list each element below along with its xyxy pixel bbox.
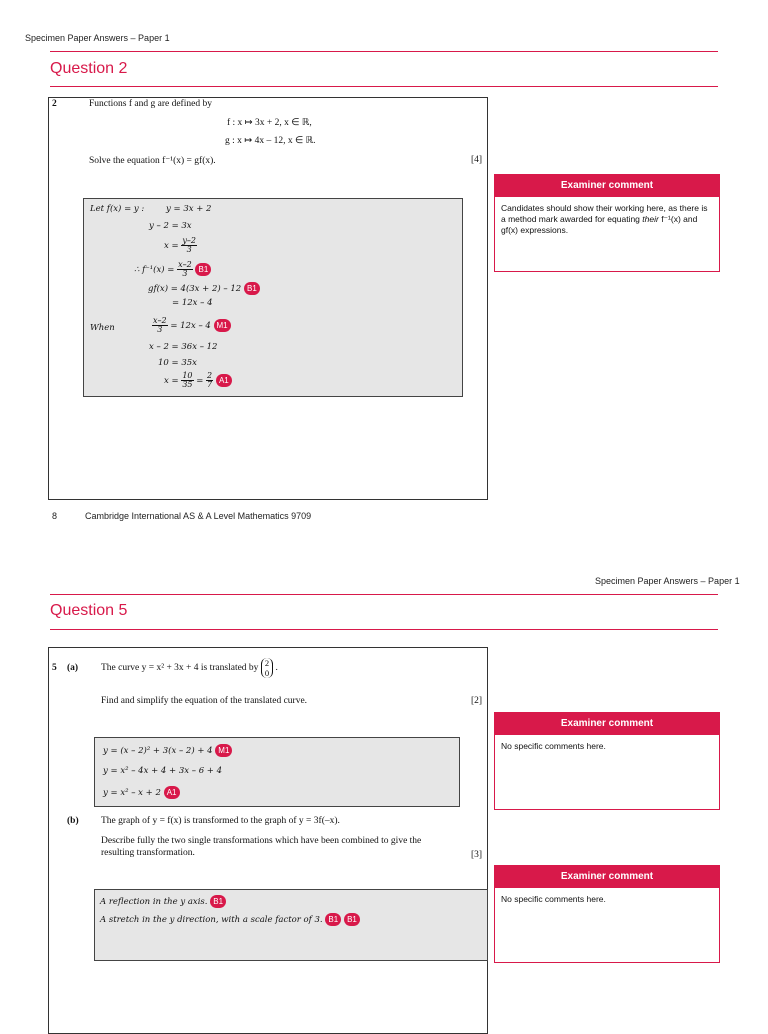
work-line: y = x² – 4x + 4 + 3x – 6 + 4 [103, 766, 223, 776]
question-intro: Functions f and g are defined by [89, 99, 212, 109]
title-rule [50, 86, 718, 87]
question-title: Question 2 [50, 60, 128, 77]
page-header: Specimen Paper Answers – Paper 1 [25, 33, 170, 43]
examiner-comment [494, 174, 720, 272]
question-marks: [4] [471, 155, 483, 165]
part-a-marks: [2] [471, 696, 483, 706]
mark-badge: M1 [214, 319, 231, 332]
work-line: 10 = 35x [158, 358, 197, 368]
work-line: ∴ f⁻¹(x) = $\frac{x-2}{3}$ B1 [134, 261, 211, 278]
f-definition: f : x ↦ 3x + 2, x ∈ ℝ, [227, 118, 312, 128]
work-line: A reflection in the y axis. B1 [100, 895, 226, 908]
examiner-comment [494, 865, 720, 963]
part-label: (a) [67, 663, 79, 673]
question-box [48, 97, 488, 500]
mark-badge: A1 [216, 374, 232, 387]
mark-badge: B1 [210, 895, 226, 908]
work-line: y = (x – 2)² + 3(x – 2) + 4 M1 [103, 744, 232, 757]
question-title: Question 5 [50, 602, 128, 619]
work-line: = 12x – 4 [172, 298, 213, 308]
work-line: A stretch in the y direction, with a scale factor of 3. B1 B1 [100, 913, 360, 926]
part-b-describe: Describe fully the two single transformations which have been combined to give the resulting transformation. [101, 836, 422, 858]
answer-working [83, 198, 463, 397]
question-box [48, 647, 488, 1034]
work-line: y = 3x + 2 [166, 204, 212, 214]
title-rule [50, 629, 718, 630]
examiner-comment-heading: Examiner comment [495, 713, 719, 735]
part-label: (b) [67, 816, 79, 826]
page-header: Specimen Paper Answers – Paper 1 [595, 576, 740, 586]
examiner-comment-text: No specific comments here. [501, 894, 606, 904]
mark-badge: B1 [195, 263, 211, 276]
translation-vector: 2 0 [261, 658, 273, 678]
mark-badge: A1 [164, 786, 180, 799]
work-line: y – 2 = 3x [149, 221, 192, 231]
footer-text: Cambridge International AS & A Level Mathematics 9709 [85, 511, 312, 521]
work-line: When [90, 323, 115, 333]
answer-working-b [94, 889, 488, 961]
mark-badge: M1 [215, 744, 232, 757]
mark-badge: B1 [344, 913, 360, 926]
solve-instruction: Solve the equation f⁻¹(x) = gf(x). [89, 156, 216, 166]
answer-working-a [94, 737, 460, 807]
work-line: x = $\frac{y-2}{3}$ [164, 236, 196, 254]
mark-badge: B1 [244, 282, 260, 295]
header-rule [50, 594, 718, 595]
g-definition: g : x ↦ 4x – 12, x ∈ ℝ. [225, 136, 316, 146]
part-b-marks: [3] [471, 850, 483, 860]
examiner-comment [494, 712, 720, 810]
examiner-comment-heading: Examiner comment [495, 866, 719, 888]
part-a-find: Find and simplify the equation of the translated curve. [101, 696, 308, 706]
question-number: 5 [52, 663, 57, 673]
examiner-comment-text: No specific comments here. [501, 741, 606, 751]
work-line: x – 2 = 36x – 12 [149, 342, 218, 352]
examiner-comment-text: Candidates should show their working here, as there is a method mark awarded for equating their f⁻¹(x) and gf(x) expressions. [501, 203, 708, 235]
work-line: x = $\frac{10}{35}$ = $\frac{2}{7}$ A1 [164, 372, 232, 389]
mark-badge: B1 [325, 913, 341, 926]
work-line: y = x² – x + 2 A1 [103, 786, 180, 799]
work-line: Let f(x) = y : [90, 204, 145, 214]
examiner-comment-heading: Examiner comment [495, 175, 719, 197]
page-number: 8 [52, 511, 58, 521]
work-line: $\frac{x-2}{3}$ = 12x – 4 M1 [152, 317, 231, 334]
part-b-stem: The graph of y = f(x) is transformed to the graph of y = 3f(–x). [101, 816, 340, 826]
question-number: 2 [52, 99, 57, 109]
work-line: gf(x) = 4(3x + 2) – 12 B1 [148, 282, 260, 295]
header-rule [50, 51, 718, 52]
part-a-stem: The curve y = x² + 3x + 4 is translated by 2 0 . [101, 658, 278, 678]
